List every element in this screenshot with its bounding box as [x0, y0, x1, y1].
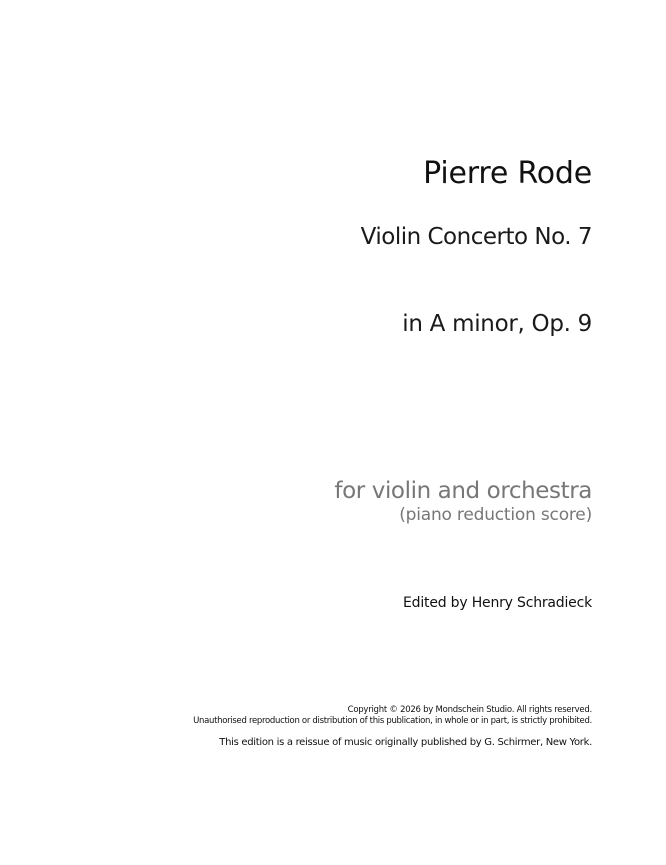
composer-name: Pierre Rode	[423, 156, 592, 191]
copyright-notice: Copyright © 2026 by Mondschein Studio. All rights reserved.	[347, 705, 592, 715]
instrumentation: for violin and orchestra	[334, 478, 592, 504]
work-title: Violin Concerto No. 7	[360, 224, 592, 250]
score-type: (piano reduction score)	[399, 505, 592, 525]
rights-notice: Unauthorised reproduction or distribution of this publication, in whole or in part, is strictly prohibited.	[193, 716, 592, 726]
editor-credit: Edited by Henry Schradieck	[403, 595, 592, 611]
reissue-note: This edition is a reissue of music originally published by G. Schirmer, New York.	[219, 737, 592, 748]
key-and-opus: in A minor, Op. 9	[402, 311, 592, 337]
